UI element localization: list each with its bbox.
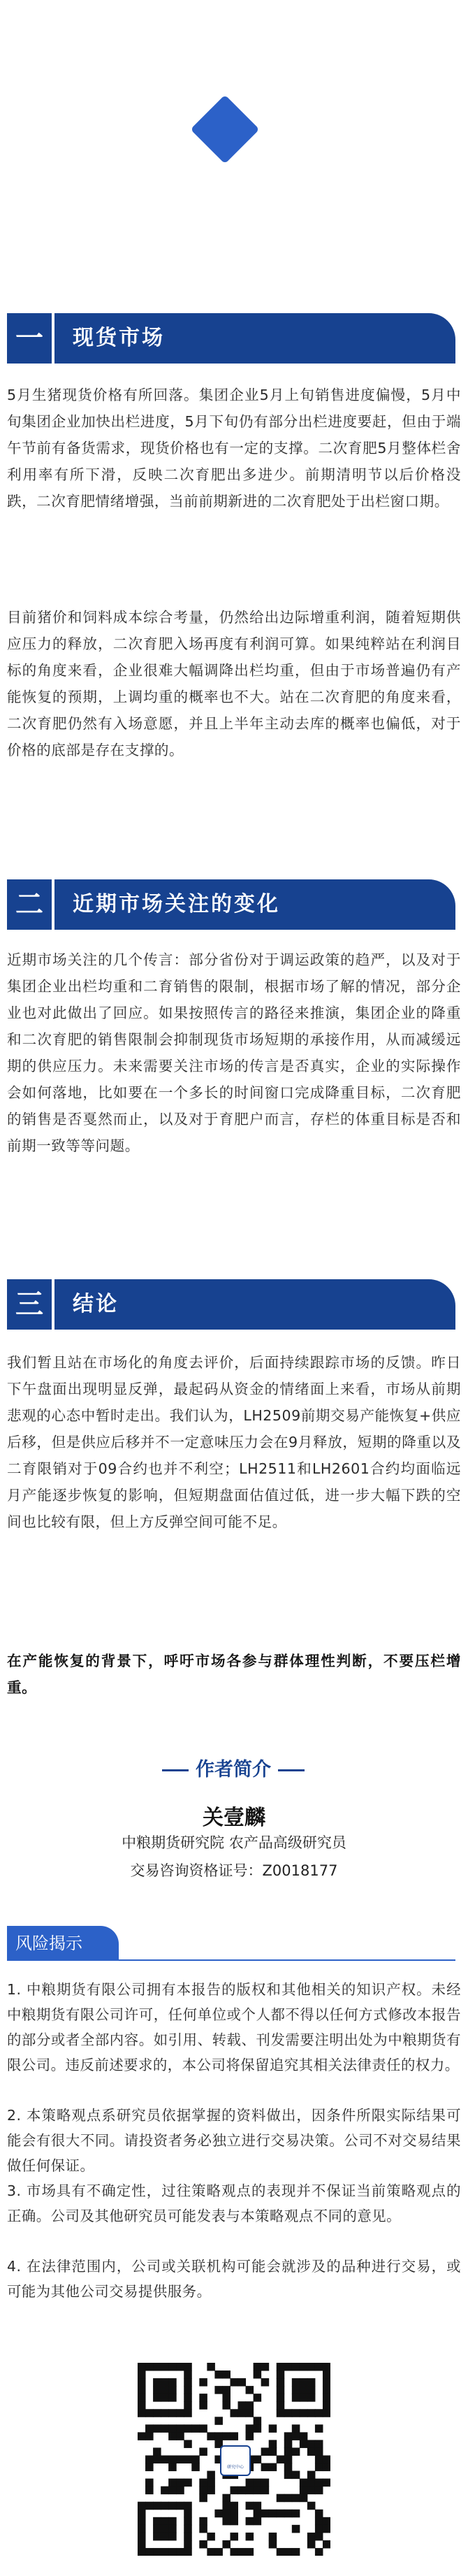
qr-module bbox=[199, 2525, 207, 2533]
qr-module bbox=[284, 2432, 293, 2440]
qr-module bbox=[323, 2517, 330, 2526]
qr-module bbox=[168, 2533, 177, 2541]
qr-module bbox=[184, 2479, 192, 2487]
qr-module bbox=[292, 2510, 300, 2518]
qr-module bbox=[292, 2424, 300, 2433]
qr-module bbox=[207, 2432, 215, 2440]
qr-module bbox=[222, 2401, 231, 2410]
qr-module bbox=[269, 2540, 277, 2549]
qr-module bbox=[184, 2502, 192, 2510]
qr-module bbox=[138, 2394, 146, 2402]
qr-module bbox=[138, 2378, 146, 2387]
qr-module bbox=[207, 2479, 215, 2487]
qr-module bbox=[292, 2447, 300, 2456]
qr-module bbox=[230, 2517, 238, 2526]
qr-module bbox=[292, 2525, 300, 2533]
qr-module bbox=[254, 2479, 262, 2487]
qr-module bbox=[184, 2440, 192, 2448]
qr-module bbox=[176, 2409, 184, 2417]
qr-module bbox=[138, 2401, 146, 2410]
qr-module bbox=[176, 2432, 184, 2440]
qr-module bbox=[176, 2479, 184, 2487]
section-header-3 bbox=[7, 1279, 455, 1330]
qr-module bbox=[292, 2394, 300, 2402]
qr-module bbox=[176, 2548, 184, 2556]
qr-module bbox=[254, 2424, 262, 2433]
qr-module bbox=[184, 2363, 192, 2371]
qr-module bbox=[323, 2409, 330, 2417]
qr-module bbox=[323, 2394, 330, 2402]
qr-module bbox=[323, 2455, 330, 2463]
qr-module bbox=[153, 2394, 161, 2402]
qr-module bbox=[307, 2378, 316, 2387]
qr-module bbox=[292, 2409, 300, 2417]
qr-module bbox=[214, 2548, 223, 2556]
qr-module bbox=[284, 2463, 293, 2472]
qr-module bbox=[168, 2517, 177, 2526]
qr-module bbox=[246, 2517, 254, 2526]
qr-module bbox=[292, 2378, 300, 2387]
section-header-1 bbox=[7, 313, 455, 364]
qr-module bbox=[145, 2502, 154, 2510]
qr-module bbox=[168, 2463, 177, 2472]
qr-module bbox=[246, 2533, 254, 2541]
qr-module bbox=[307, 2487, 316, 2495]
qr-module bbox=[261, 2479, 270, 2487]
section-number: 三 bbox=[7, 1279, 52, 1330]
qr-module bbox=[176, 2455, 184, 2463]
qr-module bbox=[207, 2548, 215, 2556]
qr-module bbox=[277, 2386, 285, 2394]
qr-module bbox=[261, 2487, 270, 2495]
qr-module bbox=[269, 2447, 277, 2456]
qr-module bbox=[161, 2548, 169, 2556]
qr-module bbox=[284, 2471, 293, 2480]
qr-module bbox=[246, 2548, 254, 2556]
qr-module bbox=[292, 2494, 300, 2503]
qr-module bbox=[184, 2370, 192, 2379]
author-tag bbox=[176, 1751, 291, 1789]
qr-module bbox=[292, 2432, 300, 2440]
qr-module bbox=[300, 2409, 308, 2417]
qr-module bbox=[207, 2471, 215, 2480]
section-title: 近期市场关注的变化 bbox=[73, 892, 280, 916]
paragraph: 目前猪价和饲料成本综合考量，仍然给出边际增重利润，随着短期供应压力的释放，二次育肥入场再度有利润可算。如果纯粹站在利润目标的角度来看，企业很难大幅调降出栏均重，但由于市场普遍仍有产能恢复的预期，上调均重的概率也不大。站在二次育肥的角度来看，二次育肥仍然有入场意愿，并且上半年主动去库的概率也偏低，对于价格的底部是存在支撑的。 bbox=[7, 609, 461, 758]
qr-module bbox=[168, 2424, 177, 2433]
qr-module bbox=[145, 2432, 154, 2440]
qr-module bbox=[191, 2455, 200, 2463]
qr-module bbox=[230, 2432, 238, 2440]
qr-module bbox=[238, 2401, 247, 2410]
qr-module bbox=[323, 2370, 330, 2379]
paragraph: 5月生猪现货价格有所回落。集团企业5月上旬销售进度偏慢，5月中旬集团企业加快出栏进度，5月下旬仍有部分出栏进度要赶，但由于端午节前有备货需求，现货价格也有一定的支撑。二次育肥5月整体栏舍利用率有所下滑，反映二次育肥出多进少。前期清明节以后价格没跌，二次育肥情绪增强，当前前期新进的二次育肥处于出栏窗口期。 bbox=[7, 387, 461, 510]
qr-module bbox=[238, 2409, 247, 2417]
qr-module bbox=[246, 2479, 254, 2487]
qr-module bbox=[184, 2394, 192, 2402]
qr-module bbox=[246, 2409, 254, 2417]
qr-module bbox=[254, 2455, 262, 2463]
qr-module bbox=[207, 2487, 215, 2495]
qr-module bbox=[184, 2540, 192, 2549]
qr-module bbox=[284, 2494, 293, 2503]
qr-module bbox=[184, 2533, 192, 2541]
qr-module bbox=[161, 2424, 169, 2433]
qr-module bbox=[168, 2502, 177, 2510]
qr-module bbox=[214, 2432, 223, 2440]
qr-module bbox=[184, 2386, 192, 2394]
qr-module bbox=[168, 2394, 177, 2402]
qr-module bbox=[315, 2533, 323, 2541]
qr-module bbox=[292, 2363, 300, 2371]
section-number: 二 bbox=[7, 879, 52, 930]
qr-module bbox=[284, 2548, 293, 2556]
qr-module bbox=[254, 2510, 262, 2518]
qr-module bbox=[300, 2487, 308, 2495]
qr-module bbox=[207, 2533, 215, 2541]
qr-module bbox=[138, 2370, 146, 2379]
qr-module bbox=[207, 2363, 215, 2371]
qr-module bbox=[184, 2510, 192, 2518]
qr-module bbox=[300, 2440, 308, 2448]
qr-module bbox=[138, 2533, 146, 2541]
qr-module bbox=[261, 2463, 270, 2472]
qr-module bbox=[254, 2517, 262, 2526]
author-tag-label: 作者简介 bbox=[196, 1759, 271, 1780]
paragraph: 近期市场关注的几个传言：部分省份对于调运政策的趋严，以及对于集团企业出栏均重和二育销售的限制，根据市场了解的情况，部分企业也对此做出了回应。如果按照传言的路径来推演，集团企业的降重和二次育肥的销售限制会抑制现货市场短期的承接作用，从而减缓远期的供应压力。未来需要关注市场的传言是否真实，企业的实际操作会如何落地，比如要在一个多长的时间窗口完成降重目标，二次育肥的销售是否戛然而止，以及对于育肥户而言，存栏的体重目标是否和前期一致等等问题。 bbox=[7, 951, 461, 1154]
qr-module bbox=[138, 2517, 146, 2526]
qr-module bbox=[269, 2463, 277, 2472]
risk-item: 1. 中粮期货有限公司拥有本报告的版权和其他相关的知识产权。未经中粮期货有限公司许可，任何单位或个人都不得以任何方式修改本报告的部分或者全部内容。如引用、转载、刊发需要注明出处为中粮期货有限公司。违反前述要求的，本公司将保留追究其相关法律责任的权力。 bbox=[7, 1981, 461, 2073]
qr-module bbox=[307, 2479, 316, 2487]
qr-module bbox=[168, 2363, 177, 2371]
qr-module bbox=[161, 2409, 169, 2417]
qr-module bbox=[254, 2363, 262, 2371]
qr-module bbox=[292, 2386, 300, 2394]
qr-module bbox=[153, 2424, 161, 2433]
qr-module bbox=[145, 2455, 154, 2463]
conclusion-highlight: 在产能恢复的背景下，呼吁市场各参与群体理性判断，不要压栏增重。 bbox=[7, 1653, 461, 1696]
qr-module bbox=[261, 2363, 270, 2371]
qr-module bbox=[254, 2417, 262, 2425]
qr-module bbox=[199, 2479, 207, 2487]
diamond-logo-icon bbox=[191, 95, 260, 164]
qr-module bbox=[168, 2409, 177, 2417]
qr-module bbox=[315, 2479, 323, 2487]
divider bbox=[7, 1959, 455, 1961]
qr-module bbox=[269, 2440, 277, 2448]
qr-module bbox=[323, 2378, 330, 2387]
qr-module bbox=[277, 2494, 285, 2503]
qr-module bbox=[168, 2386, 177, 2394]
qr-module bbox=[307, 2471, 316, 2480]
risk-title: 风险揭示 bbox=[7, 1926, 119, 1961]
qr-module bbox=[307, 2363, 316, 2371]
qr-module bbox=[138, 2432, 146, 2440]
qr-module bbox=[176, 2487, 184, 2495]
qr-module bbox=[292, 2548, 300, 2556]
qr-module bbox=[138, 2502, 146, 2510]
qr-module bbox=[238, 2487, 247, 2495]
qr-module bbox=[315, 2363, 323, 2371]
qr-module bbox=[168, 2487, 177, 2495]
qr-module bbox=[176, 2363, 184, 2371]
qr-module bbox=[153, 2502, 161, 2510]
qr-module bbox=[222, 2540, 231, 2549]
qr-module bbox=[269, 2533, 277, 2541]
risk-header bbox=[7, 1926, 455, 1961]
qr-module bbox=[214, 2417, 223, 2425]
qr-module bbox=[153, 2409, 161, 2417]
qr-module bbox=[230, 2487, 238, 2495]
qr-module bbox=[307, 2447, 316, 2456]
qr-module bbox=[277, 2370, 285, 2379]
section-title-bar bbox=[54, 313, 455, 364]
qr-module bbox=[284, 2363, 293, 2371]
qr-module bbox=[161, 2363, 169, 2371]
qr-module bbox=[199, 2394, 207, 2402]
qr-module bbox=[277, 2455, 285, 2463]
risk-item: 2. 本策略观点系研究员依据掌握的资料做出，因条件所限实际结果可能会有很大不同。请投资者务必独立进行交易决策。公司不对交易结果做任何保证。 bbox=[7, 2107, 461, 2174]
qr-module bbox=[184, 2517, 192, 2526]
qr-module bbox=[184, 2401, 192, 2410]
qr-module bbox=[238, 2378, 247, 2387]
qr-module bbox=[184, 2424, 192, 2433]
qr-logo-icon bbox=[220, 2445, 251, 2476]
qr-module bbox=[184, 2525, 192, 2533]
paragraph: 我们暂且站在市场化的角度去评价，后面持续跟踪市场的反馈。昨日下午盘面出现明显反弹，最起码从资金的情绪面上来看，市场从前期悲观的心态中暂时走出。我们认为，LH2509前期交易产能恢复+供应后移，但是供应后移并不一定意味压力会在9月释放，短期的降重以及二育限销对于09合约也并不利空；LH2511和LH2601合约均面临远月产能逐步恢复的影响，但短期盘面估值过低，进一步大幅下跌的空间也比较有限，但上方反弹空间可能不足。 bbox=[7, 1354, 461, 1530]
qr-module bbox=[315, 2487, 323, 2495]
qr-module bbox=[269, 2510, 277, 2518]
qr-module bbox=[300, 2386, 308, 2394]
qr-module bbox=[284, 2447, 293, 2456]
qr-module bbox=[315, 2409, 323, 2417]
qr-module bbox=[145, 2409, 154, 2417]
qr-module bbox=[284, 2440, 293, 2448]
qr-module bbox=[138, 2386, 146, 2394]
qr-module bbox=[277, 2378, 285, 2387]
qr-module bbox=[315, 2455, 323, 2463]
qr-module bbox=[307, 2533, 316, 2541]
qr-module bbox=[307, 2502, 316, 2510]
qr-module bbox=[292, 2471, 300, 2480]
qr-module bbox=[161, 2386, 169, 2394]
qr-module bbox=[199, 2540, 207, 2549]
qr-module bbox=[161, 2517, 169, 2526]
qr-module bbox=[230, 2533, 238, 2541]
qr-module bbox=[222, 2502, 231, 2510]
section-title-bar bbox=[54, 879, 455, 930]
qr-module bbox=[168, 2378, 177, 2387]
qr-module bbox=[176, 2502, 184, 2510]
qr-module bbox=[284, 2409, 293, 2417]
qr-module bbox=[323, 2479, 330, 2487]
qr-module bbox=[222, 2370, 231, 2379]
qr-module bbox=[184, 2378, 192, 2387]
qr-module bbox=[214, 2370, 223, 2379]
qr-module bbox=[161, 2533, 169, 2541]
qr-module bbox=[230, 2409, 238, 2417]
qr-module bbox=[246, 2502, 254, 2510]
qr-module bbox=[284, 2455, 293, 2463]
qr-module bbox=[145, 2487, 154, 2495]
qr-module bbox=[199, 2487, 207, 2495]
qr-module bbox=[315, 2525, 323, 2533]
qr-module bbox=[222, 2432, 231, 2440]
qr-module bbox=[254, 2502, 262, 2510]
qr-module bbox=[254, 2394, 262, 2402]
qr-module bbox=[246, 2487, 254, 2495]
qr-module bbox=[161, 2525, 169, 2533]
qr-module bbox=[315, 2447, 323, 2456]
qr-module bbox=[307, 2540, 316, 2549]
qr-module bbox=[300, 2363, 308, 2371]
qr-module bbox=[323, 2525, 330, 2533]
qr-module bbox=[315, 2517, 323, 2526]
qr-module bbox=[153, 2525, 161, 2533]
qr-module bbox=[284, 2510, 293, 2518]
qr-module bbox=[222, 2386, 231, 2394]
qr-module bbox=[168, 2455, 177, 2463]
qr-module bbox=[184, 2548, 192, 2556]
qr-module bbox=[199, 2424, 207, 2433]
qr-module bbox=[153, 2533, 161, 2541]
qr-module bbox=[300, 2378, 308, 2387]
qr-module bbox=[230, 2378, 238, 2387]
qr-module bbox=[300, 2394, 308, 2402]
qr-module bbox=[230, 2502, 238, 2510]
qr-module bbox=[161, 2394, 169, 2402]
qr-module bbox=[138, 2510, 146, 2518]
qr-module bbox=[153, 2447, 161, 2456]
qr-module bbox=[307, 2394, 316, 2402]
qr-module bbox=[153, 2363, 161, 2371]
section-header-2 bbox=[7, 879, 455, 930]
qr-module bbox=[191, 2424, 200, 2433]
qr-module bbox=[300, 2494, 308, 2503]
qr-module bbox=[277, 2548, 285, 2556]
qr-module bbox=[222, 2394, 231, 2402]
qr-module bbox=[184, 2409, 192, 2417]
qr-module bbox=[300, 2432, 308, 2440]
qr-module bbox=[277, 2401, 285, 2410]
qr-module bbox=[145, 2363, 154, 2371]
qr-module bbox=[300, 2479, 308, 2487]
author-name: 关壹麟 bbox=[203, 1806, 265, 1830]
qr-module bbox=[214, 2386, 223, 2394]
risk-item: 3. 市场具有不确定性，过往策略观点的表现并不保证当前策略观点的正确。公司及其他研究员可能发表与本策略观点不同的意见。 bbox=[7, 2182, 461, 2224]
qr-module bbox=[307, 2409, 316, 2417]
qr-module bbox=[261, 2510, 270, 2518]
qr-module bbox=[323, 2463, 330, 2472]
qr-module bbox=[307, 2386, 316, 2394]
qr-module bbox=[153, 2517, 161, 2526]
qr-module bbox=[230, 2510, 238, 2518]
qr-module bbox=[153, 2386, 161, 2394]
qr-module bbox=[145, 2479, 154, 2487]
qr-module bbox=[323, 2386, 330, 2394]
qr-module bbox=[222, 2494, 231, 2503]
qr-module bbox=[277, 2394, 285, 2402]
section-title: 结论 bbox=[73, 1292, 119, 1316]
qr-module bbox=[145, 2424, 154, 2433]
qr-module bbox=[277, 2363, 285, 2371]
section-title-bar bbox=[54, 1279, 455, 1330]
qr-module bbox=[315, 2463, 323, 2472]
qr-module bbox=[161, 2378, 169, 2387]
qr-module bbox=[161, 2487, 169, 2495]
qr-module bbox=[168, 2479, 177, 2487]
qr-module bbox=[168, 2548, 177, 2556]
qr-module bbox=[145, 2463, 154, 2472]
qr-module bbox=[191, 2463, 200, 2472]
qr-module bbox=[138, 2409, 146, 2417]
qr-module bbox=[153, 2378, 161, 2387]
author-cert: 交易咨询资格证号：Z0018177 bbox=[130, 1862, 338, 1879]
qr-module bbox=[168, 2432, 177, 2440]
qr-module bbox=[246, 2432, 254, 2440]
qr-module bbox=[184, 2455, 192, 2463]
qr-module bbox=[222, 2517, 231, 2526]
qr-module bbox=[222, 2510, 231, 2518]
qr-module bbox=[145, 2548, 154, 2556]
qr-module bbox=[246, 2424, 254, 2433]
qr-module bbox=[315, 2510, 323, 2518]
qr-module bbox=[138, 2540, 146, 2549]
qr-module bbox=[238, 2548, 247, 2556]
qr-module bbox=[176, 2424, 184, 2433]
qr-module bbox=[138, 2525, 146, 2533]
section-title: 现货市场 bbox=[73, 326, 165, 350]
qr-module bbox=[161, 2455, 169, 2463]
qr-label: 研究中心 bbox=[226, 2465, 244, 2470]
author-org: 中粮期货研究院 农产品高级研究员 bbox=[122, 1834, 346, 1851]
qr-module bbox=[153, 2548, 161, 2556]
section-number: 一 bbox=[7, 313, 52, 364]
qr-module bbox=[199, 2378, 207, 2387]
qr-module bbox=[269, 2424, 277, 2433]
qr-module bbox=[261, 2378, 270, 2387]
qr-module bbox=[161, 2502, 169, 2510]
qr-module bbox=[307, 2440, 316, 2448]
qr-module bbox=[153, 2455, 161, 2463]
qr-module bbox=[323, 2540, 330, 2549]
qr-module bbox=[254, 2487, 262, 2495]
qr-module bbox=[277, 2409, 285, 2417]
qr-module bbox=[230, 2548, 238, 2556]
qr-module bbox=[323, 2363, 330, 2371]
qr-module bbox=[138, 2363, 146, 2371]
qr-module bbox=[199, 2401, 207, 2410]
qr-module bbox=[199, 2517, 207, 2526]
qr-module bbox=[315, 2424, 323, 2433]
qr-module bbox=[246, 2401, 254, 2410]
qr-module bbox=[214, 2510, 223, 2518]
qr-module bbox=[277, 2510, 285, 2518]
qr-module bbox=[323, 2401, 330, 2410]
qr-module bbox=[138, 2548, 146, 2556]
qr-module bbox=[261, 2447, 270, 2456]
qr-module bbox=[168, 2525, 177, 2533]
qr-module bbox=[246, 2386, 254, 2394]
qr-code bbox=[138, 2363, 330, 2556]
qr-module bbox=[315, 2440, 323, 2448]
qr-module bbox=[199, 2494, 207, 2503]
risk-item: 4. 在法律范围内，公司或关联机构可能会就涉及的品种进行交易，或可能为其他公司交易提供服务。 bbox=[7, 2258, 461, 2300]
qr-module bbox=[199, 2447, 207, 2456]
qr-module bbox=[315, 2548, 323, 2556]
qr-module bbox=[254, 2370, 262, 2379]
